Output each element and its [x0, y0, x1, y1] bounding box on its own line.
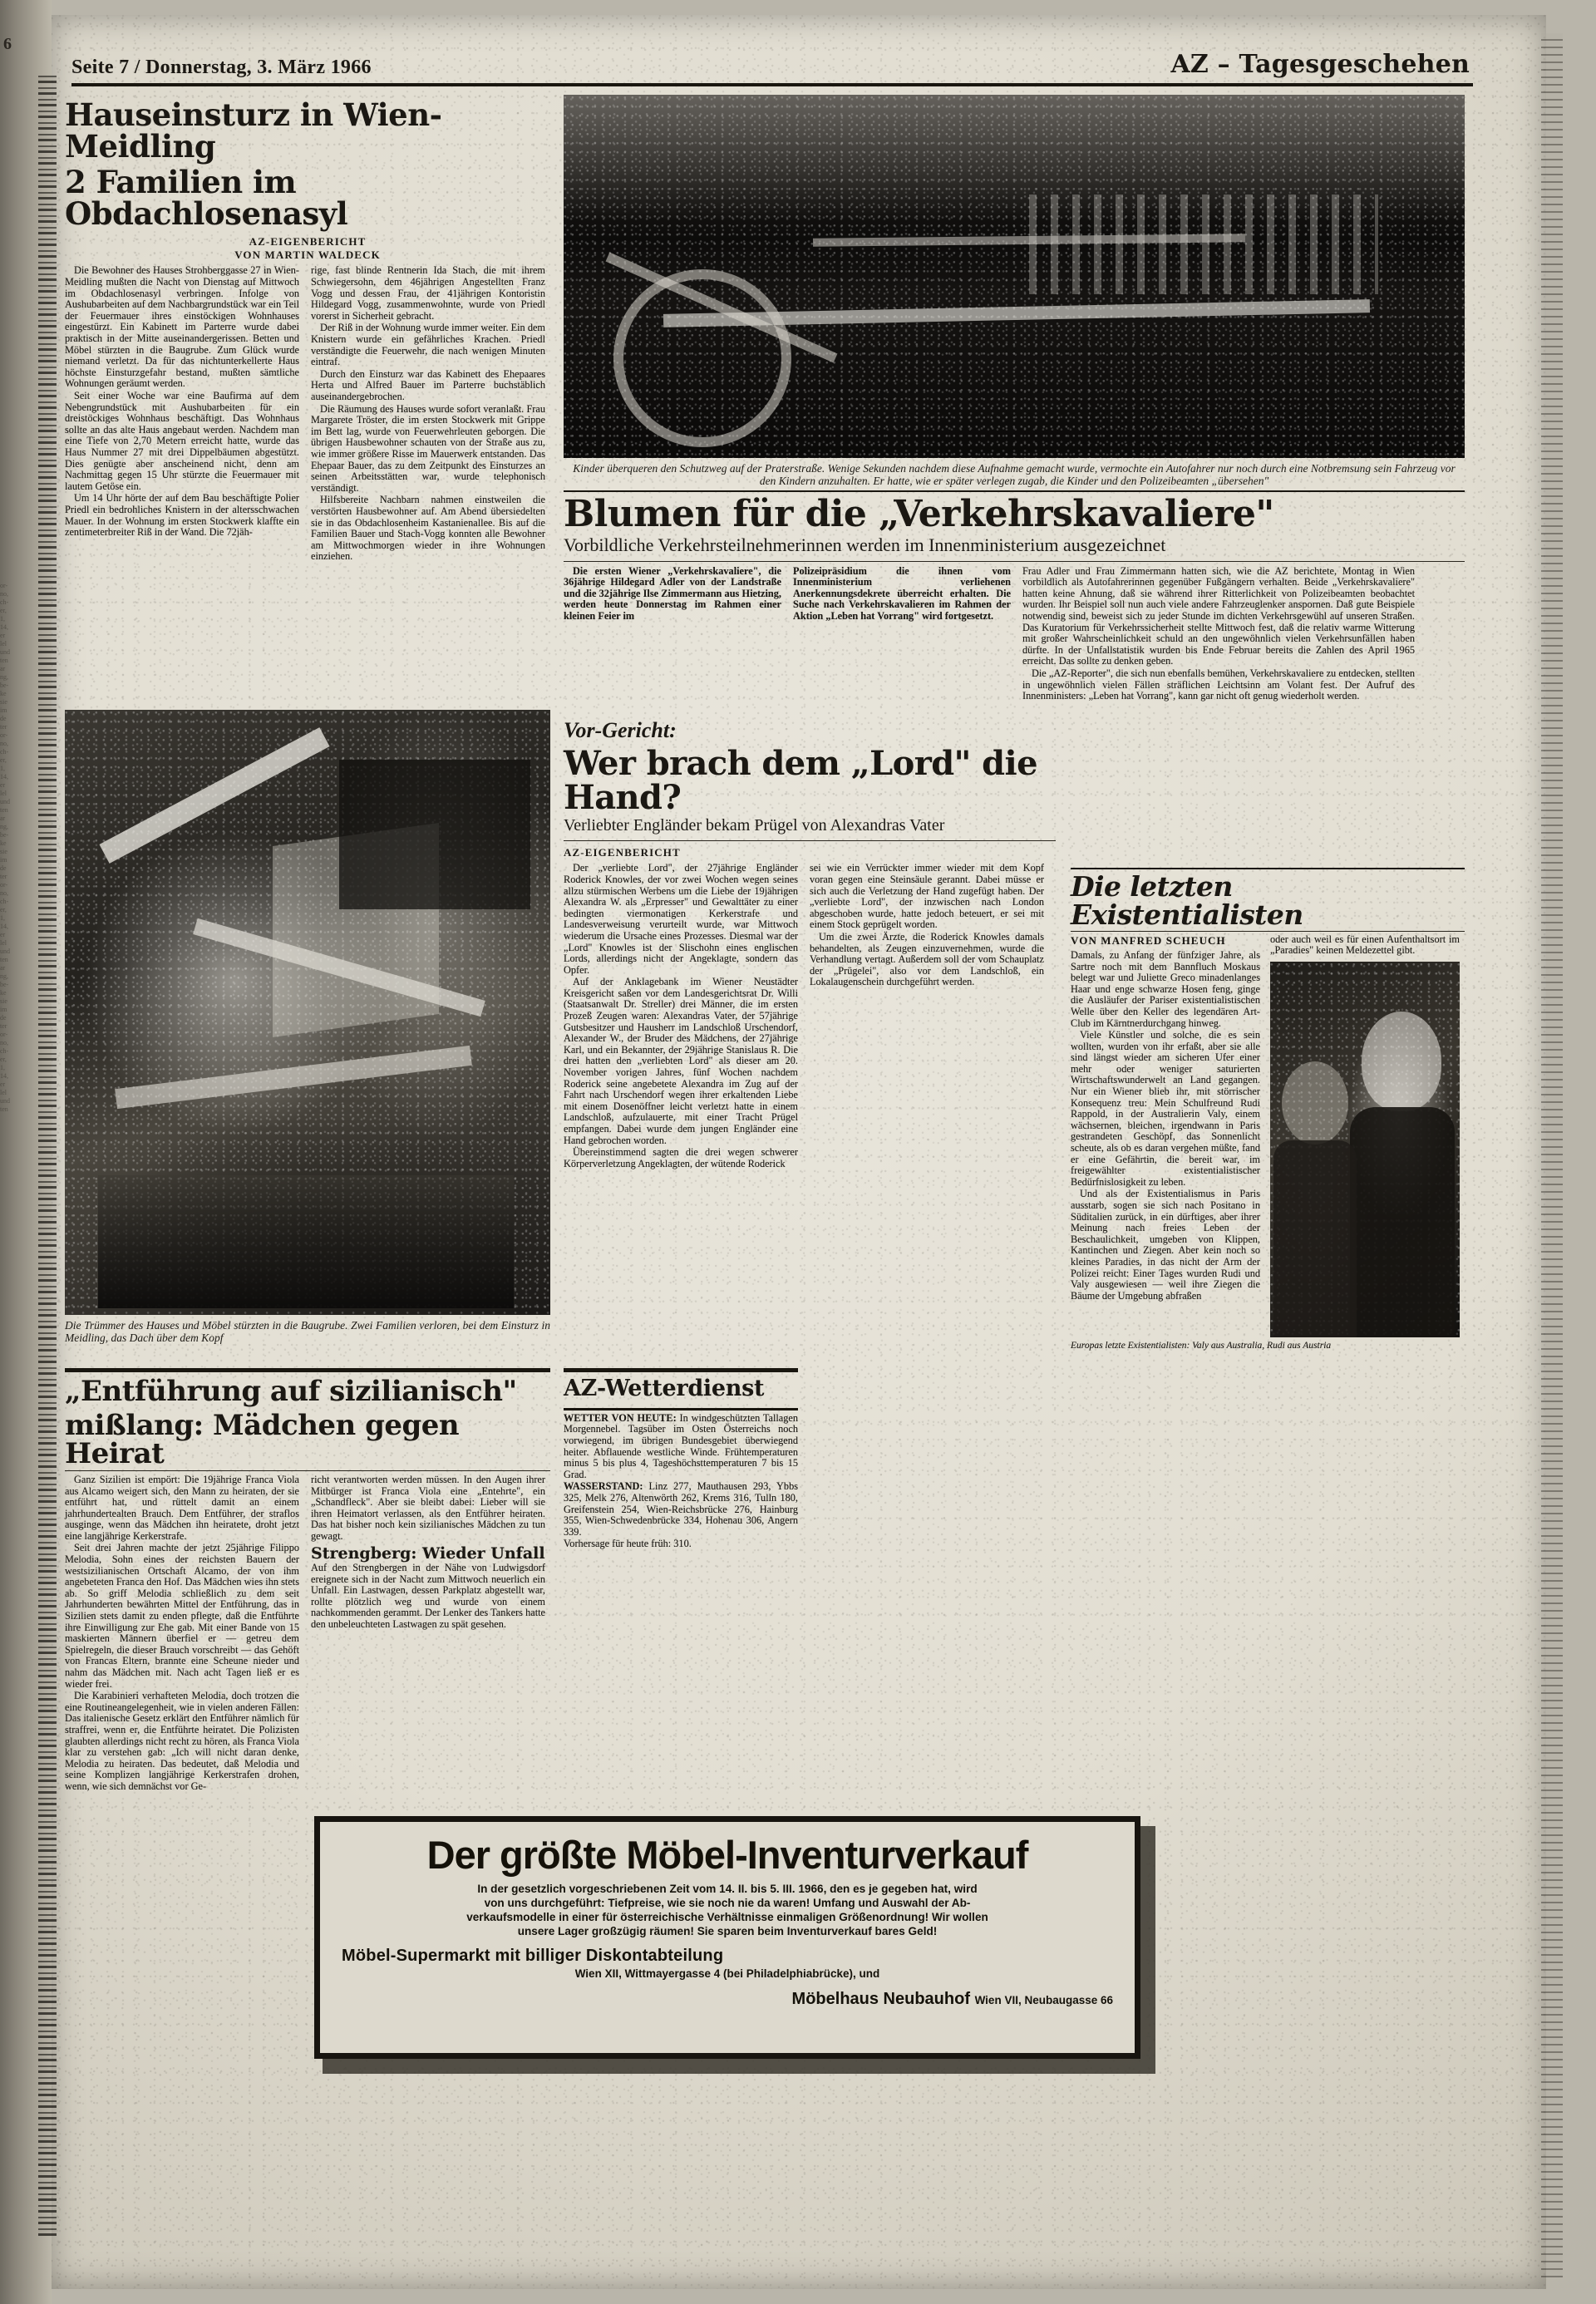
flowers-col-2	[793, 566, 1011, 703]
paragraph: Viele Künstler und solche, die es sein wollten, wurden von ihr erfaßt, aber sie alle sind längst wieder am sicheren Ufer einer mehr oder weniger saturierten Wirtschaftswunderwelt an Land gegangen. Nur ein Wiener blieb ihr, mit störrischer Konsequenz treu: Mein Schulfreund Rudi Rappold, in der Australierin Valy, einem wächsernen, bleichen, irgendwann in Paris gestrandeten Geschöpf, das Sonnenlicht scheute, als ob es daran vergehen müßte, fand er eine Gefährtin, die bereit war, im freigewählter existentialistischer Bedürfnislosigkeit zu leben.	[1071, 1029, 1260, 1188]
sicily-headline-1: „Entführung auf sizilianisch"	[65, 1374, 517, 1408]
exist-col-1	[1071, 934, 1260, 1355]
ad-headline: Der größte Möbel-Inventurverkauf	[426, 1833, 1028, 1877]
exist-top-rule	[1071, 868, 1465, 869]
paragraph: Durch den Einsturz war das Kabinett des Ehepaares Herta und Alfred Bauer im Parterre buchstäblich auseinandergebrochen.	[311, 367, 545, 402]
caption-line-2: wurde, vermochte ein Autofahrer nur noch durch eine Notbremsung sein Fahrzeug vor den Kindern anzuhalten.	[759, 462, 1456, 487]
caption-line-3: Er hatte, wie er später verlegen zugab, die Kinder und den Polizeibeamten „übersehen"	[873, 475, 1269, 487]
weather-today-label: WETTER VON HEUTE:	[564, 1411, 677, 1424]
weather-forecast-text: 310.	[673, 1538, 692, 1550]
paragraph: Die Karabinieri verhafteten Melodia, doch trotzen die eine Routineangelegenheit, wie in vielen anderen Fällen: Das italienische Gesetz erklärt den Entführer nämlich für straffrei, wenn er, die Entführte heiratet. Die Polizisten glaubten allerdings nicht recht zu hören, als Franca Viola klar zu verstehen gab: „Ich will nicht daran denke, Melodia zu heiraten. Das bedeutet, daß Melodia und seine Komplizen langjährige Kerkerstrafen drohen, wenn, wie sich demnächst vor Ge-	[65, 1690, 299, 1792]
existentialists-byline: VON MANFRED SCHEUCH	[1071, 933, 1226, 947]
collapse-byline	[65, 235, 550, 263]
section-title: AZ – Tagesgeschehen	[1170, 50, 1470, 79]
collapse-text-columns	[65, 265, 550, 563]
paragraph: Die ersten Wiener „Verkehrskavaliere", die 36jährige Hildegard Adler von der Landstraße und die 32jährige Ilse Zimmermann aus Hietzing, werden heute Donnerstag im Rahmen einer kleinen Feier im	[564, 564, 781, 622]
paragraph: Frau Adler und Frau Zimmermann hatten sich, wie die AZ berichtete, Montag in Wien vorbildlich als Autofahrerinnen gegenüber Fußgängern verhalten. Beide „Verkehrskavaliere" hatten keine Ahnung, daß sie während ihrer Ritterlichkeit von Polizeibeamten beobachtet wurden. Ihr Beispiel soll nun auch viele andere Fahrzeuglenker anspornen. Daß gute Beispiele notwendig sind, beweist sich zu jeder Stunde im dichten Verkehrsgewühl auf unseren Straßen. Das Kuratorium für Verkehrssicherheit stellte Mittwoch fest, daß die relativ warme Witterung mit großer Wahrscheinlichkeit schuld an den ungewöhnlich vielen Verkehrsunfällen haben dürfte. In der Unfallstatistik wurden bis Ende Februar bereits die Zahlen des April 1965 erreicht. Das sollte zu denken geben.	[1022, 564, 1415, 667]
paragraph: Die Bewohner des Hauses Strohberggasse 27 in Wien-Meidling mußten die Nacht von Dienstag auf Mittwoch im Obdachlosenasyl verbringen. Infolge von Aushubarbeiten auf dem Nachbargrundstück war ein Teil der Feuermauer ihres einstöckigen Wohnhauses eingestürzt. Ein Kabinett im Parterre wurde dabei praktisch in der Mitte auseinandergerissen. Betten und Möbel stürzten in die Baugrube. Zum Glück wurde niemand verletzt. Da für das nichtunterkellerte Haus höchste Einsturzgefahr bestand, mußten sämtliche Wohnungen geräumt werden.	[65, 264, 299, 390]
rubble-photo-caption: Die Trümmer des Hauses und Möbel stürzten in die Baugrube. Zwei Familien verloren, bei dem Einsturz in Meidling, das Dach über dem Kopf	[65, 1318, 550, 1344]
lord-columns	[564, 863, 1056, 1170]
paragraph	[564, 1413, 798, 1481]
weather-top-rule	[564, 1368, 798, 1372]
paragraph: Die Räumung des Hauses wurde sofort veranlaßt. Frau Margarete Tröster, die im ersten Stockwerk mit Grippe im Bett lag, wurde von Feuerwehrleuten geborgen. Die übrigen Hausbewohner schauten von der Straße aus zu, wie immer größere Risse im Mauerwerk entstanden. Das Ehepaar Bauer, das zu dem Zeitpunkt des Einsturzes an seinen Arbeitsstätten war, wurde telephonisch verständigt.	[311, 402, 545, 494]
sicily-column	[65, 1360, 564, 1794]
ad-body-line-4: unsere Lager großzügig räumen! Sie sparen beim Inventurverkauf bares Geld!	[517, 1924, 938, 1937]
photo-existentialists	[1270, 962, 1460, 1337]
weather-rule	[564, 1408, 798, 1410]
exist-rule	[1071, 931, 1465, 932]
paragraph: Der Riß in der Wohnung wurde immer weiter. Ein dem Knistern wurde ein gefährliches Krachen. Priedl verständigte die Feuerwehr, die nach wenigen Minuten eintraf.	[311, 322, 545, 368]
advertisement-block	[314, 1816, 1155, 2074]
paragraph: Übereinstimmend sagten die drei wegen schwerer Körperverletzung Angeklagten, der wütende Roderick	[564, 1146, 798, 1169]
masthead	[65, 50, 1478, 81]
paragraph: Und als der Existentialismus in Paris ausstarb, sogen sie sich nach Positano in Süditalien zurück, in ein dürftiges, aber ihrer Meinung nach freies Leben der Beschaulichkeit, umgeben von Klippen, Kantinchen und Ziegen. Aber kein noch so kleines Paradies, in das nicht der Arm der Polizei reicht: Einer Tages wurden Rudi und Valy ausgewiesen — weil ihre Ziegen die Bäume der Umgebung abfraßen	[1071, 1188, 1260, 1302]
flowers-headline: Blumen für die „Verkehrskavaliere"	[564, 493, 1274, 535]
lord-headline: Wer brach dem „Lord" die Hand?	[564, 743, 1037, 817]
photo-praterstrasse	[564, 95, 1465, 458]
street-photo-column	[564, 95, 1465, 703]
sicily-columns	[65, 1474, 550, 1794]
street-photo-caption	[564, 462, 1465, 487]
flowers-rule	[564, 561, 1465, 562]
lord-subheadline: Verliebter Engländer bekam Prügel von Alexandras Vater	[564, 816, 945, 835]
collapse-col-1	[65, 265, 299, 563]
ad-store-2-address: Wien VII, Neubaugasse 66	[974, 1993, 1113, 2006]
ad-store-2	[342, 1990, 1113, 2009]
bottom-block	[65, 1360, 1478, 1794]
sicily-headline-2: mißlang: Mädchen gegen Heirat	[65, 1408, 460, 1471]
paragraph: Damals, zu Anfang der fünfziger Jahre, als Sartre noch mit dem Bannfluch Moskaus belegt war und Juliette Greco minadenlanges Haar und enge schwarze Hosen feng, ginge die Ausläufer der Pariser existentialistischen Welle über den Keller des legendären Art-Club im Kärntnerdurchgang hinweg.	[1071, 948, 1260, 1029]
bottom-right-spacer	[813, 1360, 1465, 1794]
sicily-top-rule	[65, 1368, 550, 1372]
paragraph: Polizeipräsidium die ihnen vom Innenministerium verliehenen Anerkennungsdekrete überreicht erhalten. Die Suche nach Verkehrskavalieren im Rahmen der Aktion „Leben hat Vorrang" wird fortgesetzt.	[793, 564, 1011, 622]
weather-water-text: Linz 277, Mauthausen 293, Ybbs 325, Melk 276, Altenwörth 262, Krems 316, Tulln 180, Greifenstein 254, Wien-Reichsbrücke 276, Hainburg 355, Wien-Schwedenbrücke 334, Hohenau 306, Angern 339.	[564, 1480, 798, 1538]
weather-body	[564, 1413, 798, 1550]
masthead-rule	[71, 83, 1473, 86]
collapse-headline-2: 2 Familien im Obdachlosenasyl	[65, 164, 348, 233]
paragraph: Die „AZ-Reporter", die sich nun ebenfalls bemühen, Verkehrskavaliere zu entdecken, stellten in ungewöhnlich vielen Fällen sträflichen Leichtsinn am Volant fest. Der Aufruf des Innenministers: „Leben hat Vorrang", kann gar nicht oft genug wiederholt werden.	[1022, 667, 1415, 702]
ad-body-line-2: von uns durchgeführt: Tiefpreise, wie sie noch nie da waren! Umfang und Auswahl der Ab-	[484, 1896, 971, 1909]
side-margin-fragments: or- no, ch- er, 1, 14, er lel und ten ar ng, be- ke sie im de ter or- no, ch- er, 1, 14, er lel und ten ar ng, be- ke sie im de ter or- no, ch- er, 1, 14, er lel und ten ar ng, be- ke sie im de ter or- no, ch- er, 1, 14, er lel und ten	[0, 582, 10, 1113]
ad-store-1-address: Wien XII, Wittmayergasse 4 (bei Philadelphiabrücke), und	[574, 1967, 880, 1980]
collapse-byline-2: VON MARTIN WALDECK	[234, 249, 381, 262]
flowers-col-3	[1022, 566, 1415, 703]
weather-water-label: WASSERSTAND:	[564, 1480, 643, 1493]
top-block	[65, 95, 1478, 703]
caption-line-1: Kinder überqueren den Schutzweg auf der Praterstraße. Wenige Sekunden nachdem diese Aufnahme gemacht	[573, 462, 1065, 475]
paragraph: Seit einer Woche war eine Baufirma auf dem Nebengrundstück mit Aushubarbeiten für ein dreistöckiges Wohnhaus beschäftigt. Das Wohnhaus sollte an das alte Haus angebaut werden. Nachdem man eine Tiefe von 2,70 Metern erreicht hatte, wurde das Haus Nummer 27 mit drei Dippelbäumen abgestützt. Dies genügte aber anscheinend nicht, denn am Nachmittag gegen 15 Uhr stürzte die Feuermauer mit lautem Getöse ein.	[65, 389, 299, 492]
paragraph: oder auch weil es für einen Aufenthaltsort im „Paradies" keinen Meldezettel gibt.	[1270, 933, 1460, 957]
lord-story-column	[564, 710, 1071, 1355]
flowers-subheadline: Vorbildliche Verkehrsteilnehmerinnen werden im Innenministerium ausgezeichnet	[564, 534, 1166, 556]
existentialists-column	[1071, 710, 1465, 1355]
paragraph: Der „verliebte Lord", der 27jährige Engländer Roderick Knowles, der vor zwei Wochen wegen seines allzu stürmischen Werbens um die Liebe der 19jährigen Alexandra W. als „Erpresser" und Gewalttäter zu einer bedingten viermonatigen Kerkerstrafe und Landesverweisung verurteilt wurde, war Mittwoch wiederum die Ursache eines Prozesses. Diesmal war der „Lord" Knowles ist der Slischohn eines englischen Lords, allerdings nicht der Angeklagte, sondern das Opfer.	[564, 862, 798, 976]
moebel-advertisement[interactable]	[314, 1816, 1140, 2059]
ad-body-line-1: In der gesetzlich vorgeschriebenen Zeit vom 14. II. bis 5. III. 1966, den es je gegeben hat, wird	[477, 1882, 978, 1895]
collapse-headline-1: Hauseinsturz in Wien-Meidling	[65, 96, 442, 165]
paragraph	[564, 1481, 798, 1538]
sicily-col-2	[311, 1474, 545, 1794]
ad-store-1-name: Möbel-Supermarkt mit billiger Diskontabteilung	[342, 1946, 724, 1965]
paragraph: Auf der Anklagebank im Wiener Neustädter Kreisgericht saßen vor dem Landesgerichtsrat Dr. Willi (Staatsanwalt Dr. Streller) drei Männer, die im ersten Prozeß Zeugen waren: Alexandras Vater, der 57jährige Gutsbesitzer und Hausherr im Landschloß Urschendorf, Alexander W., der Bruder des Mädchens, der 27jährige Karl, und ein Bekannter, der 29jährige Stanislaus R. Die drei hatten den „verliebten Lord" als dieser am 20. November vorigen Jahres, fünf Wochen nachdem Roderick seine angebetete Alexandra im Zug auf der Fahrt nach Urschendorf wegen ihrer erkaltenden Liebe mit einem Dosenöffner leicht verletzt hatte in einem Landschloß, aufzulauerte, mit einer Tracht Prügel empfangen. Dabei wurde dem jungen Engländer eine Hand gebrochen worden.	[564, 976, 798, 1146]
paragraph: Hilfsbereite Nachbarn nahmen einstweilen die verstörten Hausbewohner auf. Am Abend übersiedelten sie in das Obdachlosenheim Kastanienallee. Bis auf die Familien Bauer und Stach-Vogg konnten alle Bewohner am Mittwochmorgen wieder in ihre Wohnungen einziehen.	[311, 494, 545, 563]
weather-title: AZ-Wetterdienst	[564, 1375, 765, 1401]
edge-page-number: 6	[3, 35, 12, 53]
middle-block	[65, 710, 1478, 1355]
collapse-story-column	[65, 95, 564, 703]
flowers-columns	[564, 566, 1465, 703]
paragraph: rige, fast blinde Rentnerin Ida Stach, die mit ihrem Schwiegersohn, dem 46jährigen Angestellten Franz Vogg und dessen Frau, der 41jährigen Kontoristin Hildegard Vogg, zusammenwohnte, wurde von Priedl vorerst in Sicherheit gebracht.	[311, 264, 545, 322]
ad-body-line-3: verkaufsmodelle in einer für österreichische Verhältnisse einmaligen Größenordnung! Wir wollen	[466, 1910, 988, 1923]
flowers-col-1	[564, 566, 781, 703]
weather-forecast-label: Vorhersage für heute früh:	[564, 1538, 672, 1550]
weather-today-text: In windgeschützten Tallagen Morgennebel. Tagsüber im Osten Österreichs noch vorwiegend, im übrigen Bundesgebiet überwiegend heiter. Abflauende westliche Winde. Frühtemperaturen minus 5 bis plus 4, Tageshöchsttemperaturen 7 bis 15 Grad.	[564, 1411, 799, 1480]
film-perforation-strip	[38, 75, 57, 2236]
flowers-top-rule	[564, 490, 1465, 492]
rubble-photo-column	[65, 710, 564, 1355]
existentialists-columns	[1071, 934, 1465, 1355]
paragraph: sei wie ein Verrückter immer wieder mit dem Kopf voran gegen eine Steinsäule gerannt. Dabei müsse er sich auch die Verletzung der Hand zugefügt haben. Der „verliebte Lord", der inzwischen nach London abgeschoben wurde, hatte jedoch beteuert, er sei mit einem Stock geprügelt worden.	[810, 862, 1044, 931]
paragraph: Seit drei Jahren machte der jetzt 25jährige Filippo Melodia, Sohn eines der reichsten Bauern der westsizilianischen Ortschaft Alcamo, der von ihm angebeteten Franca den Hof. Das Mädchen wies ihn stets ab. So griff Melodia schließlich zu dem seit Jahrhunderten bewährten Mittel der Entführung, das in Sizilien stets damit zu enden pflegte, daß die Entführte ihre Einwilligung zur Ehe gab. Mit einer Bande von 15 maskierten Männern überfiel er — getreu dem Spielregeln, die dieser Brauch vorschreibt — das Gehöft von Francas Eltern, brannte eine Scheune nieder und nahm das Mädchen mit. Nach acht Tagen ließ er es wieder frei.	[65, 1542, 299, 1690]
page-date-line: Seite 7 / Donnerstag, 3. März 1966	[71, 57, 372, 78]
weather-column	[564, 1360, 813, 1794]
existentialists-caption: Europas letzte Existentialisten: Valy aus Australia, Rudi aus Austria	[1071, 1340, 1332, 1351]
sicily-rule	[65, 1470, 550, 1471]
lord-kicker: Vor-Gericht:	[564, 717, 677, 742]
collapse-byline-1: AZ-EIGENBERICHT	[249, 234, 367, 248]
right-film-strip	[1541, 33, 1563, 2277]
lord-col-1	[564, 863, 798, 1170]
paragraph	[564, 1538, 798, 1550]
paragraph: Um 14 Uhr hörte der auf dem Bau beschäftigte Polier Priedl ein bedrohliches Knistern in der altersschwachen Mauer. In der Wohnung im ersten Stockwerk klaffte ein zentimeterbreiter Riß in der Wand. Die 72jäh-	[65, 492, 299, 539]
photo-rubble	[65, 710, 550, 1315]
lord-rule	[564, 840, 1056, 841]
collapse-col-2	[311, 265, 545, 563]
paragraph: richt verantworten werden müssen. In den Augen ihrer Mitbürger ist Franca Viola eine „Entehrte", ein „Schandfleck". Aber sie bleibt dabei: Lieber will sie ihren Heimatort verlassen, als den Entführer heiraten. Das hat bisher noch kein sizilianisches Mädchen zu tun gewagt.	[311, 1473, 545, 1542]
paragraph: Auf den Strengbergen in der Nähe von Ludwigsdorf ereignete sich in der Nacht zum Mittwoch neuerlich ein Unfall. Ein Lastwagen, dessen Parkplatz abgestellt war, rollte plötzlich weg und wurde von einem nachkommenden gerammt. Der Lenker des Tankers hatte den unbeleuchteten Lastwagen zu spät gesehen.	[311, 1562, 545, 1631]
ad-body-text	[353, 1882, 1101, 1938]
sicily-col-1	[65, 1474, 299, 1794]
lord-col-2	[810, 863, 1044, 1170]
existentialists-headline: Die letzten Existentialisten	[1071, 869, 1303, 931]
paragraph: Um die zwei Ärzte, die Roderick Knowles damals behandelten, als Zeugen einzuvernehmen, wurde die Verhandlung vertagt. Außerdem soll der vom Schauplatz der „Prügelei", also vor dem Landschloß, ein Lokalaugenschein durchgeführt werden.	[810, 930, 1044, 988]
ad-store-2-name: Möbelhaus Neubauhof	[791, 1989, 970, 2008]
lord-byline: AZ-EIGENBERICHT	[564, 846, 681, 859]
strengberg-subhead: Strengberg: Wieder Unfall	[311, 1544, 545, 1563]
paragraph: Ganz Sizilien ist empört: Die 19jährige Franca Viola aus Alcamo weigert sich, den Mann zu heiraten, der sie entführt hat, und rüttelt damit an einem jahrhundertealten Brauch. Dem Entführer, der straflos ausginge, wenn das Mädchen ihn heiratete, droht jetzt eine langjährige Kerkerstrafe.	[65, 1473, 299, 1542]
